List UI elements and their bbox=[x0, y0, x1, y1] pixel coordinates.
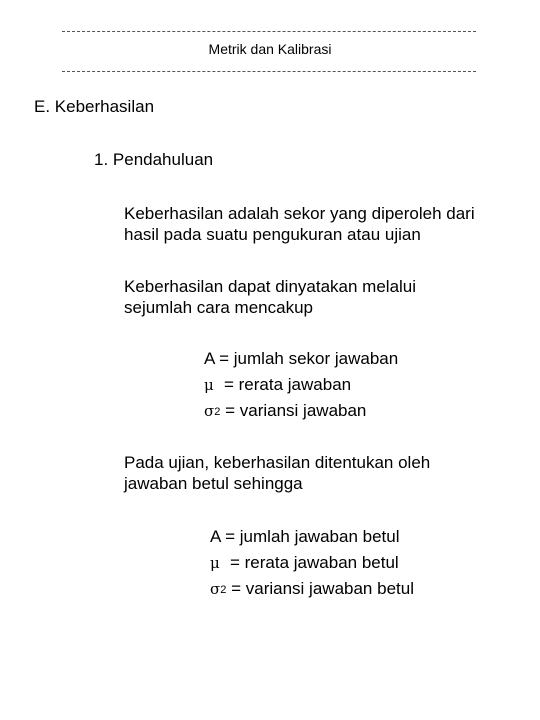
paragraph-3-line-2: jawaban betul sehingga bbox=[124, 474, 303, 493]
section-heading: E. Keberhasilan bbox=[34, 97, 155, 116]
paragraph-2-line-1: Keberhasilan dapat dinyatakan melalui bbox=[124, 277, 417, 296]
sigma-symbol: σ bbox=[210, 580, 221, 598]
paragraph-2-line-2: sejumlah cara mencakup bbox=[124, 298, 313, 317]
list-2-item-mu bbox=[210, 552, 399, 574]
header-bottom-divider bbox=[62, 71, 476, 72]
list-1-item-sigma bbox=[204, 400, 366, 422]
paragraph-1-line-2: hasil pada suatu pengukuran atau ujian bbox=[124, 225, 421, 244]
paragraph-1-line-1: Keberhasilan adalah sekor yang diperoleh dari bbox=[124, 204, 475, 223]
list-1-item-mu-text: = rerata jawaban bbox=[224, 375, 352, 394]
header-title: Metrik dan Kalibrasi bbox=[208, 41, 332, 57]
list-2-item-sigma bbox=[210, 578, 414, 600]
mu-symbol: μ bbox=[210, 554, 220, 572]
list-2-item-sigma-text: = variansi jawaban betul bbox=[231, 579, 414, 598]
subsection-heading: 1. Pendahuluan bbox=[94, 150, 214, 169]
sigma-exponent: 2 bbox=[220, 584, 227, 596]
list-1-item-mu bbox=[204, 374, 351, 396]
sigma-exponent: 2 bbox=[214, 406, 221, 418]
paragraph-3-line-1: Pada ujian, keberhasilan ditentukan oleh bbox=[124, 453, 431, 472]
list-2-item-a: A = jumlah jawaban betul bbox=[210, 527, 400, 546]
mu-symbol: μ bbox=[204, 376, 214, 394]
sigma-symbol: σ bbox=[204, 402, 215, 420]
list-2-item-mu-text: = rerata jawaban betul bbox=[230, 553, 399, 572]
list-1-item-sigma-text: = variansi jawaban bbox=[225, 401, 367, 420]
list-1-item-a: A = jumlah sekor jawaban bbox=[204, 349, 399, 368]
header-top-divider bbox=[62, 31, 476, 32]
